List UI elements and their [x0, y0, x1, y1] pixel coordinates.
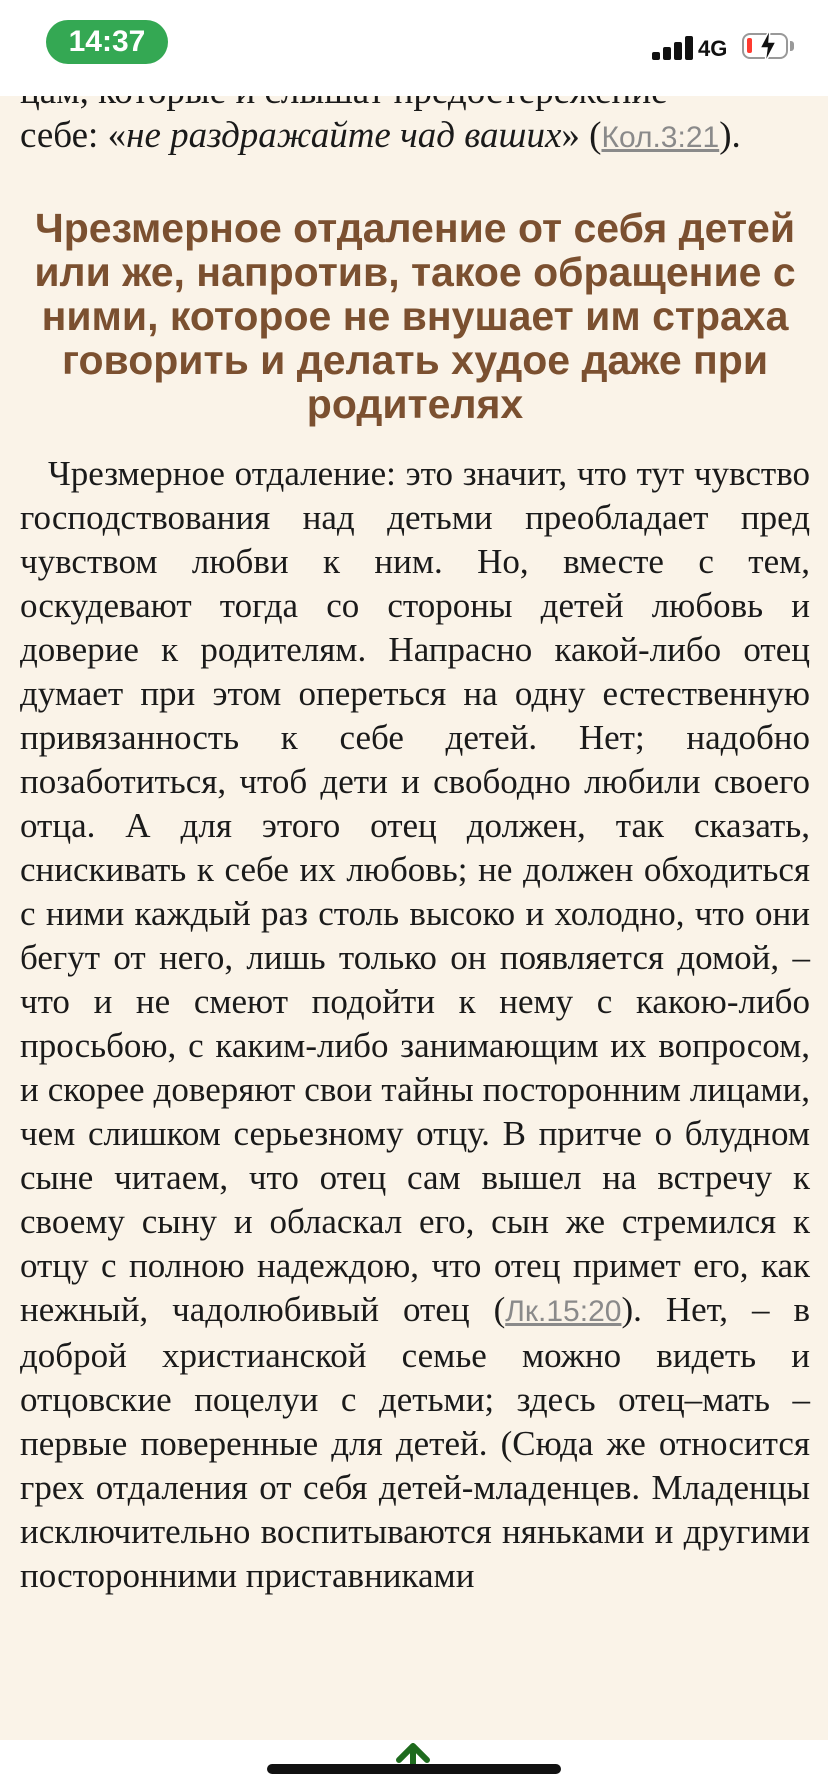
battery-level: [747, 38, 752, 53]
battery-tip: [790, 41, 794, 51]
network-type: 4G: [698, 36, 728, 61]
scripture-ref-link[interactable]: Кол.3:21: [601, 121, 720, 154]
scripture-ref-link[interactable]: Лк.15:20: [505, 1295, 622, 1328]
status-bar: [0, 0, 828, 96]
section-heading: Чрезмерное отдаление от себя детей или же, напротив, такое обращение с ними, которое не внушает им страха говорить и делать худое даже при родителях: [34, 205, 796, 427]
status-time[interactable]: 14:37: [46, 20, 168, 64]
body-text-part2: ). Нет, – в доброй христианской семье можно видеть и отцовские поцелуи с детьми; здесь отец–мать – первые поверенные для детей. (Сюда же относится грех отдаления от себя детей-младенцев. Младенцы исключительно воспитываются няньками и другими посторонними приставниками: [20, 1290, 810, 1595]
previous-suffix: ).: [719, 115, 741, 156]
previous-prefix: себе: «: [20, 115, 127, 156]
body-text-part1: Чрезмерное отдаление: это значит, что тут чувство господствования над детьми преобладает пред чувством любви к ним. Но, вместе с тем, оскудевают тогда со стороны детей любовь и доверие к родителям. Напрасно какой-либо отец думает при этом опереться на одну естественную привязанность к себе детей. Нет; надобно позаботиться, чтоб дети и свободно любили своего отца. А для этого отец должен, так сказать, снискивать к себе их любовь; не должен обходиться с ними каждый раз столь высоко и холодно, что они бегут от него, лишь только он появляется домой, – что и не смеют подойти к нему с какою-либо просьбою, с каким-либо занимающим их вопросом, и скорее доверяют свои тайны посторонним лицами, чем слишком серьезному отцу. В притче о блудном сыне читаем, что отец сам вышел на встречу к своему сыну и обласкал его, сын же стремился к отцу с полною надеждою, что отец примет его, как нежный, чадолюбивый отец (: [20, 454, 810, 1329]
home-indicator[interactable]: [267, 1764, 561, 1774]
charging-bolt-icon: [758, 29, 778, 63]
previous-middle: » (: [561, 115, 602, 156]
section-body: [20, 452, 810, 1598]
quote-text: не раздражайте чад ваших: [126, 115, 562, 156]
bottom-bar: [0, 1740, 828, 1792]
